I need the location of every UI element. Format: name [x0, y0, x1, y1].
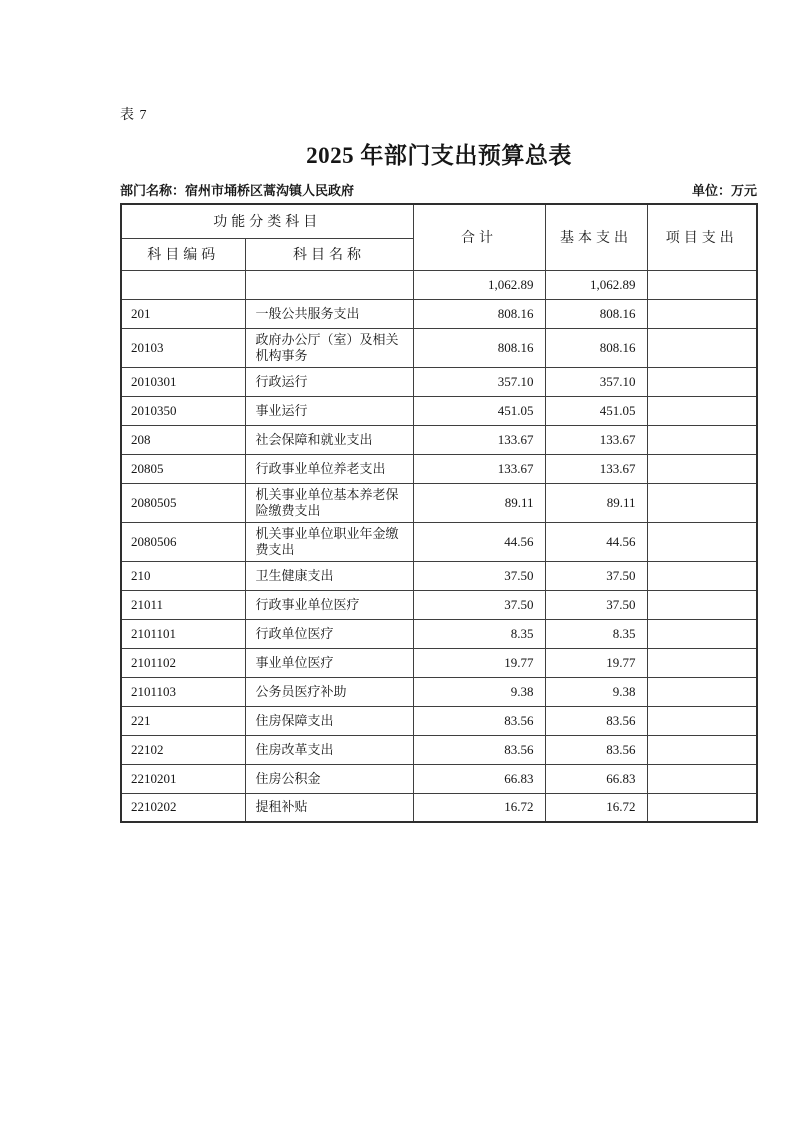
cell-basic-expenditure: 37.50	[545, 561, 647, 590]
cell-subject-name: 提租补贴	[245, 793, 413, 822]
cell-subject-name: 行政单位医疗	[245, 619, 413, 648]
cell-subject-name: 事业运行	[245, 396, 413, 425]
cell-subject-name: 行政运行	[245, 367, 413, 396]
cell-project-expenditure	[647, 299, 757, 328]
table-row	[121, 454, 757, 483]
cell-total: 133.67	[413, 454, 545, 483]
table-row	[121, 328, 757, 367]
cell-subject-name: 一般公共服务支出	[245, 299, 413, 328]
cell-subject-code: 2080505	[121, 483, 245, 522]
cell-basic-expenditure: 89.11	[545, 483, 647, 522]
cell-subject-code: 221	[121, 706, 245, 735]
department-name	[120, 180, 354, 199]
cell-basic-expenditure: 808.16	[545, 299, 647, 328]
header-functional-category: 功能分类科目	[121, 204, 413, 238]
cell-subject-name	[245, 270, 413, 299]
header-total: 合计	[413, 204, 545, 270]
table-row	[121, 425, 757, 454]
cell-project-expenditure	[647, 793, 757, 822]
cell-basic-expenditure: 44.56	[545, 522, 647, 561]
cell-total: 83.56	[413, 735, 545, 764]
cell-project-expenditure	[647, 483, 757, 522]
cell-total: 9.38	[413, 677, 545, 706]
table-row	[121, 299, 757, 328]
table-header	[121, 204, 757, 270]
cell-total: 44.56	[413, 522, 545, 561]
cell-project-expenditure	[647, 706, 757, 735]
meta-row	[120, 180, 757, 199]
cell-project-expenditure	[647, 648, 757, 677]
page-title: 2025 年部门支出预算总表	[306, 143, 572, 168]
cell-subject-name: 行政事业单位医疗	[245, 590, 413, 619]
cell-subject-code: 201	[121, 299, 245, 328]
cell-subject-code: 2210202	[121, 793, 245, 822]
cell-subject-name: 机关事业单位职业年金缴费支出	[245, 522, 413, 561]
cell-total: 133.67	[413, 425, 545, 454]
cell-basic-expenditure: 37.50	[545, 590, 647, 619]
cell-total: 808.16	[413, 328, 545, 367]
cell-subject-name: 社会保障和就业支出	[245, 425, 413, 454]
sheet-number-label: 表 7	[120, 108, 148, 123]
cell-subject-name: 事业单位医疗	[245, 648, 413, 677]
cell-subject-code: 210	[121, 561, 245, 590]
cell-subject-code: 20805	[121, 454, 245, 483]
cell-project-expenditure	[647, 396, 757, 425]
cell-subject-name: 机关事业单位基本养老保险缴费支出	[245, 483, 413, 522]
header-row-group	[121, 204, 757, 238]
cell-subject-code: 2010350	[121, 396, 245, 425]
cell-total: 357.10	[413, 367, 545, 396]
table-body	[121, 270, 757, 822]
cell-subject-code: 2010301	[121, 367, 245, 396]
cell-total: 808.16	[413, 299, 545, 328]
cell-basic-expenditure: 357.10	[545, 367, 647, 396]
cell-subject-code: 2101103	[121, 677, 245, 706]
cell-total: 19.77	[413, 648, 545, 677]
cell-subject-name: 住房保障支出	[245, 706, 413, 735]
cell-subject-code: 21011	[121, 590, 245, 619]
cell-total: 37.50	[413, 590, 545, 619]
cell-subject-code: 22102	[121, 735, 245, 764]
cell-basic-expenditure: 133.67	[545, 425, 647, 454]
cell-project-expenditure	[647, 764, 757, 793]
header-subject-code: 科目编码	[121, 238, 245, 270]
table-row	[121, 396, 757, 425]
table-row	[121, 590, 757, 619]
cell-basic-expenditure: 8.35	[545, 619, 647, 648]
table-row	[121, 677, 757, 706]
table-row	[121, 522, 757, 561]
cell-project-expenditure	[647, 454, 757, 483]
table-row	[121, 367, 757, 396]
cell-basic-expenditure: 19.77	[545, 648, 647, 677]
table-row	[121, 648, 757, 677]
cell-subject-code	[121, 270, 245, 299]
cell-subject-code: 2080506	[121, 522, 245, 561]
cell-project-expenditure	[647, 425, 757, 454]
cell-subject-name: 住房改革支出	[245, 735, 413, 764]
header-basic-expenditure: 基本支出	[545, 204, 647, 270]
cell-total: 83.56	[413, 706, 545, 735]
table-row	[121, 735, 757, 764]
department-name-value: 宿州市埇桥区蒿沟镇人民政府	[185, 183, 355, 198]
cell-basic-expenditure: 66.83	[545, 764, 647, 793]
cell-total: 89.11	[413, 483, 545, 522]
cell-project-expenditure	[647, 735, 757, 764]
cell-subject-code: 2101101	[121, 619, 245, 648]
cell-subject-code: 20103	[121, 328, 245, 367]
table-row	[121, 483, 757, 522]
table-row	[121, 270, 757, 299]
table-row	[121, 764, 757, 793]
cell-basic-expenditure: 133.67	[545, 454, 647, 483]
cell-project-expenditure	[647, 270, 757, 299]
cell-project-expenditure	[647, 367, 757, 396]
cell-project-expenditure	[647, 522, 757, 561]
table-row	[121, 706, 757, 735]
cell-basic-expenditure: 83.56	[545, 706, 647, 735]
cell-project-expenditure	[647, 590, 757, 619]
cell-basic-expenditure: 16.72	[545, 793, 647, 822]
header-project-expenditure: 项目支出	[647, 204, 757, 270]
cell-subject-name: 卫生健康支出	[245, 561, 413, 590]
cell-total: 66.83	[413, 764, 545, 793]
cell-subject-code: 2101102	[121, 648, 245, 677]
cell-total: 8.35	[413, 619, 545, 648]
cell-subject-name: 政府办公厅（室）及相关机构事务	[245, 328, 413, 367]
cell-basic-expenditure: 83.56	[545, 735, 647, 764]
table-row	[121, 619, 757, 648]
cell-subject-name: 住房公积金	[245, 764, 413, 793]
cell-project-expenditure	[647, 677, 757, 706]
table-row	[121, 561, 757, 590]
cell-total: 451.05	[413, 396, 545, 425]
cell-basic-expenditure: 808.16	[545, 328, 647, 367]
cell-basic-expenditure: 9.38	[545, 677, 647, 706]
cell-project-expenditure	[647, 561, 757, 590]
cell-project-expenditure	[647, 328, 757, 367]
header-subject-name: 科目名称	[245, 238, 413, 270]
cell-total: 16.72	[413, 793, 545, 822]
budget-table	[120, 203, 758, 823]
cell-total: 37.50	[413, 561, 545, 590]
cell-subject-name: 行政事业单位养老支出	[245, 454, 413, 483]
department-name-label: 部门名称：	[120, 183, 186, 198]
cell-subject-code: 2210201	[121, 764, 245, 793]
cell-total: 1,062.89	[413, 270, 545, 299]
cell-project-expenditure	[647, 619, 757, 648]
table-row	[121, 793, 757, 822]
cell-subject-name: 公务员医疗补助	[245, 677, 413, 706]
cell-basic-expenditure: 1,062.89	[545, 270, 647, 299]
cell-subject-code: 208	[121, 425, 245, 454]
cell-basic-expenditure: 451.05	[545, 396, 647, 425]
unit-label: 单位：万元	[691, 183, 757, 198]
